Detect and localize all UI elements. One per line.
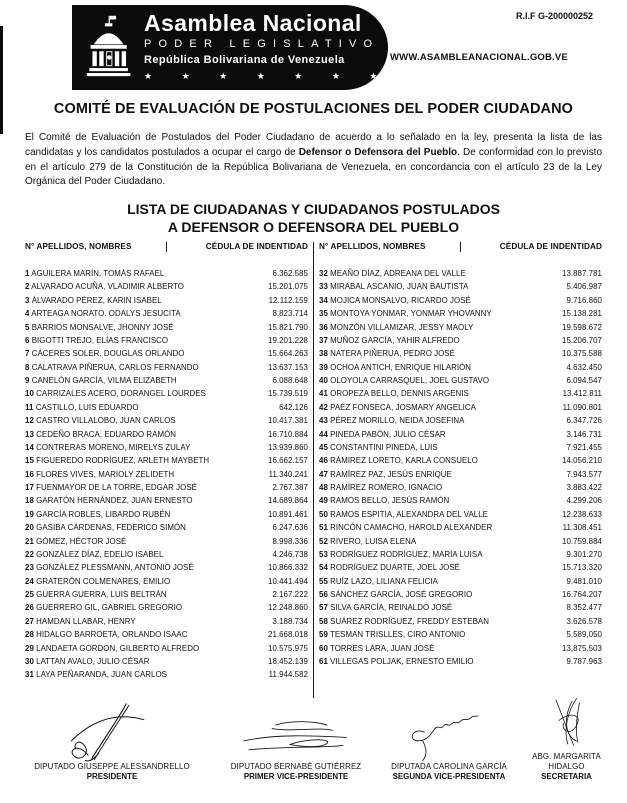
row-number: 43 <box>319 416 328 426</box>
row-number: 54 <box>319 563 328 573</box>
row-number: 51 <box>319 523 328 533</box>
row-name: 4 ARTEAGA NORATO. ODALYS JESUCITA <box>25 309 181 319</box>
table-row <box>25 307 308 320</box>
row-number: 57 <box>319 603 328 613</box>
logo-tagline: República Bolivariana de Venezuela <box>144 54 345 66</box>
row-name: 56 SÁNCHEZ GARCÍA, JOSÉ GREGORIO <box>319 590 473 599</box>
row-number: 21 <box>25 536 34 546</box>
row-id: 3.883.422 <box>566 483 602 492</box>
row-id: 18.452.139 <box>268 656 308 666</box>
row-id: 15.138.281 <box>562 309 602 319</box>
row-name: 45 CONSTANTINI PINEDA, LUIS <box>319 442 438 452</box>
row-number: 22 <box>25 549 34 559</box>
table-row <box>319 401 602 414</box>
row-number: 7 <box>25 349 30 359</box>
row-number: 35 <box>319 309 328 319</box>
row-number: 38 <box>319 349 328 359</box>
column-left <box>25 240 308 682</box>
table-row <box>25 267 308 280</box>
row-id: 13.412.811 <box>562 389 602 399</box>
row-number: 59 <box>319 630 328 640</box>
row-number: 14 <box>25 442 34 452</box>
row-id: 13.887.781 <box>562 269 602 278</box>
table-row <box>25 321 308 334</box>
row-name: 46 RÁMIREZ LORETO, KARLA CONSUELO <box>319 456 478 466</box>
table-row <box>25 575 308 588</box>
table-row <box>319 267 602 280</box>
row-name: 9 CANELÓN GARCÍA, VILMA ELIZABETH <box>25 376 177 385</box>
table-row <box>25 615 308 628</box>
table-row <box>319 601 602 614</box>
row-id: 21.668.018 <box>268 630 308 640</box>
row-number: 53 <box>319 549 328 559</box>
row-name: 34 MOJICA MONSALVO, RICARDO JOSÉ <box>319 295 471 305</box>
table-row <box>319 655 602 668</box>
row-name: 8 CALATRAVA PIÑERUA, CARLOS FERNANDO <box>25 362 199 372</box>
row-name: 5 BARRIOS MONSALVE, JHONNY JOSÉ <box>25 322 174 332</box>
row-number: 12 <box>25 416 34 426</box>
table-row <box>25 668 308 681</box>
row-number: 47 <box>319 469 328 479</box>
row-name: 3 ÁLVARADO PÉREZ, KARIN ISABEL <box>25 295 162 305</box>
row-name: 36 MONZÓN VILLAMIZAR, JESSY MAOLY <box>319 322 474 332</box>
signatory-title: SECRETARIA <box>541 772 592 781</box>
row-name: 16 FLORES VIVES, MARIOLY ZELIDETH <box>25 469 175 479</box>
row-number: 37 <box>319 335 328 345</box>
row-name: 24 GRATERÓN COLMENARES, EMILIO <box>25 576 171 586</box>
row-id: 15.206.707 <box>562 335 602 345</box>
table-row <box>319 561 602 574</box>
row-number: 13 <box>25 429 34 439</box>
table-row <box>319 441 602 454</box>
row-number: 40 <box>319 376 328 385</box>
row-id: 6.362.585 <box>272 269 308 278</box>
row-name: 19 GARCÍA ROBLES, LIBARDO RUBÉN <box>25 509 171 519</box>
row-name: 17 FUENMAYOR DE LA TORRE, EDGAR JOSÉ <box>25 483 197 492</box>
row-id: 10.417.381 <box>268 416 308 426</box>
row-id: 8.823.714 <box>272 309 308 319</box>
row-number: 23 <box>25 563 34 573</box>
rif-number: R.I.F G-200000252 <box>515 11 593 21</box>
table-row <box>319 294 602 307</box>
signature-block-president <box>12 702 212 782</box>
row-id: 10.866.332 <box>268 563 308 573</box>
row-number: 34 <box>319 295 328 305</box>
table-row <box>25 655 308 668</box>
signature-block-secretary <box>518 692 615 782</box>
row-id: 19.201.228 <box>268 335 308 345</box>
table-row <box>319 387 602 400</box>
row-id: 12.112.159 <box>268 295 308 305</box>
row-number: 9 <box>25 376 30 385</box>
logo-text-block <box>144 10 429 83</box>
table-row <box>319 280 602 293</box>
row-name: 52 RIVERO, LUISA ELENA <box>319 536 417 546</box>
table-row <box>319 588 602 601</box>
row-id: 15.201.075 <box>268 282 308 292</box>
row-id: 10.575.975 <box>268 643 308 653</box>
row-name: 10 CARRIZALES ACERO, DORANGEL LOURDES <box>25 389 206 399</box>
row-number: 61 <box>319 656 328 666</box>
row-number: 50 <box>319 509 328 519</box>
intro-paragraph <box>25 131 602 190</box>
table-row <box>319 521 602 534</box>
table-row <box>319 642 602 655</box>
table-row <box>25 334 308 347</box>
list-title-line1: LISTA DE CIUDADANAS Y CIUDADANOS POSTULADOS <box>127 201 500 217</box>
row-name: 51 RINCÓN CAMACHO, HAROLD ALEXANDER <box>319 523 493 533</box>
row-number: 31 <box>25 670 34 680</box>
row-id: 16.662.157 <box>268 456 308 466</box>
row-name: 2 ALVARADO ACUÑA, VLADIMIR ALBERTO <box>25 282 184 292</box>
rows-left <box>25 267 308 682</box>
row-name: 39 OCHOA ANTICH, ENRIQUE HILARIÓN <box>319 362 472 372</box>
row-name: 53 RODRÍGUEZ RODRÍGUEZ, MARÍA LUISA <box>319 549 483 559</box>
row-number: 8 <box>25 362 30 372</box>
table-row <box>319 374 602 387</box>
logo-subtitle: PODER LEGISLATIVO <box>144 38 380 50</box>
row-name: 38 NATERA PIÑERUA, PEDRO JOSÉ <box>319 349 455 359</box>
row-id: 16.764.207 <box>562 590 602 599</box>
row-name: 27 HAMDAN LLABAR, HENRY <box>25 616 136 626</box>
signature-scribble <box>236 702 356 764</box>
table-row <box>319 508 602 521</box>
row-name: 13 CEDEÑO BRACA, EDUARDO RAMÓN <box>25 429 177 439</box>
signatures-row <box>12 692 615 782</box>
row-id: 7.943.577 <box>566 469 602 479</box>
header-separator <box>166 242 167 252</box>
list-title-line2: A DEFENSOR O DEFENSORA DEL PUEBLO <box>167 218 460 235</box>
row-id: 3.188.734 <box>272 616 308 626</box>
row-id: 8.352.477 <box>566 603 602 613</box>
row-id: 6.088.648 <box>272 376 308 385</box>
row-number: 42 <box>319 402 328 412</box>
row-name: 41 OROPEZA BELLO, DENNIS ARGENIS <box>319 389 469 399</box>
signatory-name: DIPUTADA CAROLINA GARCÍA <box>391 762 507 771</box>
row-id: 10.891.461 <box>268 509 308 519</box>
row-name: 6 BIGOTTI TREJO, ELÍAS FRANCISCO <box>25 335 169 345</box>
table-row <box>25 294 308 307</box>
signatory-name: DIPUTADO BERNABÉ GUTIÉRREZ <box>230 762 362 771</box>
logo-banner <box>72 5 429 90</box>
row-id: 9.301.270 <box>566 549 602 559</box>
table-row <box>319 414 602 427</box>
row-id: 4.246.738 <box>272 549 308 559</box>
intro-text-start: El Comité de Evaluación de Postulados del Poder Ciudadano de acuerdo a lo señalado en la ley, presenta la lista de las candidatas y los candidatos postulados a ocupar el cargo de <box>25 132 602 158</box>
table-row <box>25 548 308 561</box>
row-number: 33 <box>319 282 328 292</box>
row-name: 40 OLOYOLA CARRASQUEL, JOEL GUSTAVO <box>319 376 490 385</box>
row-id: 8.998.336 <box>272 536 308 546</box>
row-number: 19 <box>25 509 34 519</box>
row-name: 49 RAMOS BELLO, JESÚS RAMÓN <box>319 496 450 506</box>
table-row <box>25 387 308 400</box>
row-id: 14.056.210 <box>562 456 602 466</box>
row-id: 4.632.450 <box>566 362 602 372</box>
row-number: 41 <box>319 389 328 399</box>
row-id: 12.238.633 <box>562 509 602 519</box>
row-name: 42 PAÉZ FONSECA, JOSMARY ANGELICA <box>319 402 476 412</box>
row-id: 4.299.206 <box>566 496 602 506</box>
signatory-title: SEGUNDA VICE-PRESIDENTA <box>392 772 506 781</box>
table-row <box>319 628 602 641</box>
table-row <box>319 481 602 494</box>
table-row <box>319 454 602 467</box>
row-name: 60 TORRES LARA, JUAN JOSÉ <box>319 643 435 653</box>
table-row <box>25 414 308 427</box>
row-name: 37 MUÑOZ GARCÍA, YAHIR ALFREDO <box>319 335 460 345</box>
row-id: 13.939.860 <box>268 442 308 452</box>
table-row <box>319 548 602 561</box>
row-name: 55 RUÍZ LAZO, LILIANA FELICIA <box>319 576 438 586</box>
row-number: 3 <box>25 295 30 305</box>
table-row <box>319 615 602 628</box>
table-row <box>25 347 308 360</box>
row-id: 6.094.547 <box>566 376 602 385</box>
stars-row: ★ ★ ★ ★ ★ ★ ★ ★ <box>144 71 429 81</box>
row-number: 25 <box>25 590 34 599</box>
row-number: 17 <box>25 483 34 492</box>
row-name: 57 SILVA GARCÍA, REINALDO JOSÉ <box>319 603 453 613</box>
row-id: 11.944.582 <box>268 670 308 680</box>
row-name: 29 LANDAETA GORDON, GILBERTO ALFREDO <box>25 643 200 653</box>
row-id: 13,875.503 <box>562 643 602 653</box>
table-row <box>25 428 308 441</box>
row-name: 18 GARATÓN HERNÁNDEZ, JUAN ERNESTO <box>25 496 193 506</box>
row-id: 5.589,050 <box>566 630 602 640</box>
row-name: 21 GÓMEZ, HÉCTOR JOSÉ <box>25 536 127 546</box>
row-number: 32 <box>319 269 328 278</box>
row-name: 50 RAMOS ESPITIA, ALEXANDRA DEL VALLE <box>319 509 488 519</box>
row-name: 32 MEAÑO DÍAZ, ADREANA DEL VALLE <box>319 269 466 278</box>
row-number: 4 <box>25 309 30 319</box>
row-number: 1 <box>25 269 30 278</box>
column-right <box>319 240 602 668</box>
row-name: 26 GUERRERO GIL, GABRIEL GREGORIO <box>25 603 183 613</box>
row-number: 26 <box>25 603 34 613</box>
table-header-right <box>319 240 602 253</box>
row-name: 25 GUERRA GUERRA, LUIS BELTRÁN <box>25 590 167 599</box>
row-number: 11 <box>25 402 34 412</box>
signature-scribble <box>402 702 497 764</box>
row-number: 2 <box>25 282 30 292</box>
scan-artifact <box>0 26 3 134</box>
row-name: 23 GONZÁLEZ PLESSMANN, ANTONIO JOSÉ <box>25 563 194 573</box>
table-row <box>319 334 602 347</box>
row-id: 3.626.578 <box>566 616 602 626</box>
row-number: 36 <box>319 322 328 332</box>
table-row <box>25 628 308 641</box>
header-id: CÉDULA DE INDENTIDAD <box>499 242 602 251</box>
row-name: 22 GONZÁLEZ DÍAZ, EDELIO ISABEL <box>25 549 164 559</box>
signatory-title: PRESIDENTE <box>86 772 138 781</box>
table-header-left <box>25 240 308 253</box>
row-number: 24 <box>25 576 34 586</box>
row-number: 49 <box>319 496 328 506</box>
row-number: 15 <box>25 456 34 466</box>
row-id: 10.375.588 <box>562 349 602 359</box>
row-number: 16 <box>25 469 34 479</box>
row-id: 3.146.731 <box>566 429 602 439</box>
header-id: CÉDULA DE INDENTIDAD <box>205 242 308 251</box>
row-name: 7 CÁCERES SOLER, DOUGLAS ORLANDO <box>25 349 185 359</box>
row-name: 33 MIRABAL ASCANIO, JUAN BAUTISTA <box>319 282 469 292</box>
table-row <box>319 535 602 548</box>
row-number: 46 <box>319 456 328 466</box>
intro-text-bold: Defensor o Defensora del Pueblo <box>298 146 458 158</box>
row-number: 5 <box>25 322 30 332</box>
row-name: 43 PÉREZ MORILLO, NEIDA JOSEFINA <box>319 416 465 426</box>
row-id: 15.713.320 <box>562 563 602 573</box>
row-id: 15.739.519 <box>268 389 308 399</box>
row-name: 12 CASTRO VILLALOBO, JUAN CARLOS <box>25 416 176 426</box>
row-number: 30 <box>25 656 34 666</box>
row-number: 48 <box>319 483 328 492</box>
header-names: N° APELLIDOS, NOMBRES <box>25 242 132 251</box>
candidates-table <box>25 240 602 700</box>
row-id: 2.767.387 <box>272 483 308 492</box>
signature-block-first-vp <box>212 702 380 782</box>
table-row <box>319 321 602 334</box>
row-name: 15 FIGUEREDO RODRÍGUEZ, ARLETH MAYBETH <box>25 456 210 466</box>
row-name: 1 AGUILERA MARÍN, TOMÁS RAFAEL <box>25 269 165 278</box>
table-row <box>25 494 308 507</box>
row-name: 58 SUÁREZ RODRÍGUEZ, FREDDY ESTEBAN <box>319 616 489 626</box>
logo-title: Asamblea Nacional <box>144 10 362 36</box>
row-number: 55 <box>319 576 328 586</box>
table-row <box>319 468 602 481</box>
row-id: 19.598.672 <box>562 322 602 332</box>
row-id: 7.921.455 <box>566 442 602 452</box>
table-row <box>25 521 308 534</box>
column-divider <box>313 242 314 698</box>
row-name: 20 GASIBA CÁRDENAS, FEDERICO SIMÓN <box>25 523 186 533</box>
table-row <box>25 588 308 601</box>
signatory-name: ABG. MARGARITA HIDALGO <box>532 752 601 771</box>
row-number: 44 <box>319 429 328 439</box>
row-id: 642.126 <box>279 402 308 412</box>
row-id: 14.689.864 <box>268 496 308 506</box>
row-id: 11.308.451 <box>562 523 602 533</box>
row-id: 2.167.222 <box>272 590 308 599</box>
capitol-building-icon <box>80 10 136 85</box>
header-names: N° APELLIDOS, NOMBRES <box>319 242 426 251</box>
table-row <box>25 561 308 574</box>
row-number: 56 <box>319 590 328 599</box>
row-id: 13.637.153 <box>268 362 308 372</box>
row-number: 28 <box>25 630 34 640</box>
signature-scribble <box>57 702 167 764</box>
row-id: 9.787.963 <box>566 656 602 666</box>
table-row <box>25 374 308 387</box>
table-row <box>25 642 308 655</box>
row-name: 61 VILLEGAS POLJAK, ERNESTO EMILIO <box>319 656 474 666</box>
signature-scribble <box>534 692 600 754</box>
signature-block-second-vp <box>380 702 518 782</box>
row-id: 10.759.884 <box>562 536 602 546</box>
row-number: 29 <box>25 643 34 653</box>
row-number: 39 <box>319 362 328 372</box>
row-name: 11 CASTILLO, LUIS EDUARDO <box>25 402 139 412</box>
table-row <box>319 347 602 360</box>
main-title: COMITÉ DE EVALUACIÓN DE POSTULACIONES DEL PODER CIUDADANO <box>53 101 574 117</box>
row-number: 60 <box>319 643 328 653</box>
row-number: 10 <box>25 389 34 399</box>
website-url: WWW.ASAMBLEANACIONAL.GOB.VE <box>390 52 568 63</box>
row-id: 9.716.860 <box>566 295 602 305</box>
table-row <box>319 494 602 507</box>
row-id: 12.248.860 <box>268 603 308 613</box>
row-number: 52 <box>319 536 328 546</box>
row-name: 48 RAMÍREZ ROMERO, IGNACIO <box>319 483 443 492</box>
row-name: 47 RAMÍREZ PAZ, JESÚS ENRIQUE <box>319 469 452 479</box>
signatory-name: DIPUTADO GIUSEPPE ALESSANDRELLO <box>34 762 190 771</box>
row-number: 27 <box>25 616 34 626</box>
row-name: 44 PINEDA PABÓN, JULIO CÉSAR <box>319 429 446 439</box>
table-row <box>25 481 308 494</box>
table-row <box>319 428 602 441</box>
row-number: 20 <box>25 523 34 533</box>
row-id: 9.481.010 <box>566 576 602 586</box>
row-name: 35 MONTOYA YONMAR, YONMAR YHOVANNY <box>319 309 492 319</box>
header-separator <box>460 242 461 252</box>
row-name: 30 LATTAN AVALO, JULIO CÉSAR <box>25 656 150 666</box>
table-row <box>25 401 308 414</box>
row-name: 59 TESMAN TRISLLES, CIRO ANTONIO <box>319 630 466 640</box>
row-name: 28 HIDALGO BARROETA, ORLANDO ISAAC <box>25 630 188 640</box>
rows-right <box>319 267 602 668</box>
row-id: 16.710.884 <box>268 429 308 439</box>
row-id: 10.441.494 <box>268 576 308 586</box>
table-row <box>25 361 308 374</box>
row-id: 6.347.726 <box>566 416 602 426</box>
row-id: 11.090.801 <box>562 402 602 412</box>
list-title <box>0 201 627 236</box>
intro-text-end: . De conformidad con lo previsto en el artículo 279 de la Constitución de la República Bolivariana de Venezuela, en concordancia con el artículo 23 de la Ley Orgánica del Poder Ciudadano. <box>25 146 603 188</box>
table-row <box>25 535 308 548</box>
row-id: 5.406.987 <box>566 282 602 292</box>
table-row <box>25 601 308 614</box>
table-row <box>25 468 308 481</box>
row-number: 18 <box>25 496 34 506</box>
row-name: 14 CONTRERAS MORENO, MIRELYS ZULAY <box>25 442 191 452</box>
row-name: 54 RODRÍGUEZ DUARTE, JOEL JOSÉ <box>319 563 460 573</box>
row-number: 58 <box>319 616 328 626</box>
table-row <box>25 508 308 521</box>
table-row <box>25 441 308 454</box>
table-row <box>319 361 602 374</box>
table-row <box>319 575 602 588</box>
row-id: 15.821.790 <box>268 322 308 332</box>
row-id: 11.340.241 <box>268 469 308 479</box>
signatory-title: PRIMER VICE-PRESIDENTE <box>243 772 349 781</box>
row-number: 45 <box>319 442 328 452</box>
row-number: 6 <box>25 335 30 345</box>
table-row <box>25 280 308 293</box>
table-row <box>25 454 308 467</box>
row-id: 15.664.263 <box>268 349 308 359</box>
row-id: 6.247.636 <box>272 523 308 533</box>
row-name: 31 LAYA PEÑARANDA, JUAN CARLOS <box>25 670 167 680</box>
table-row <box>319 307 602 320</box>
